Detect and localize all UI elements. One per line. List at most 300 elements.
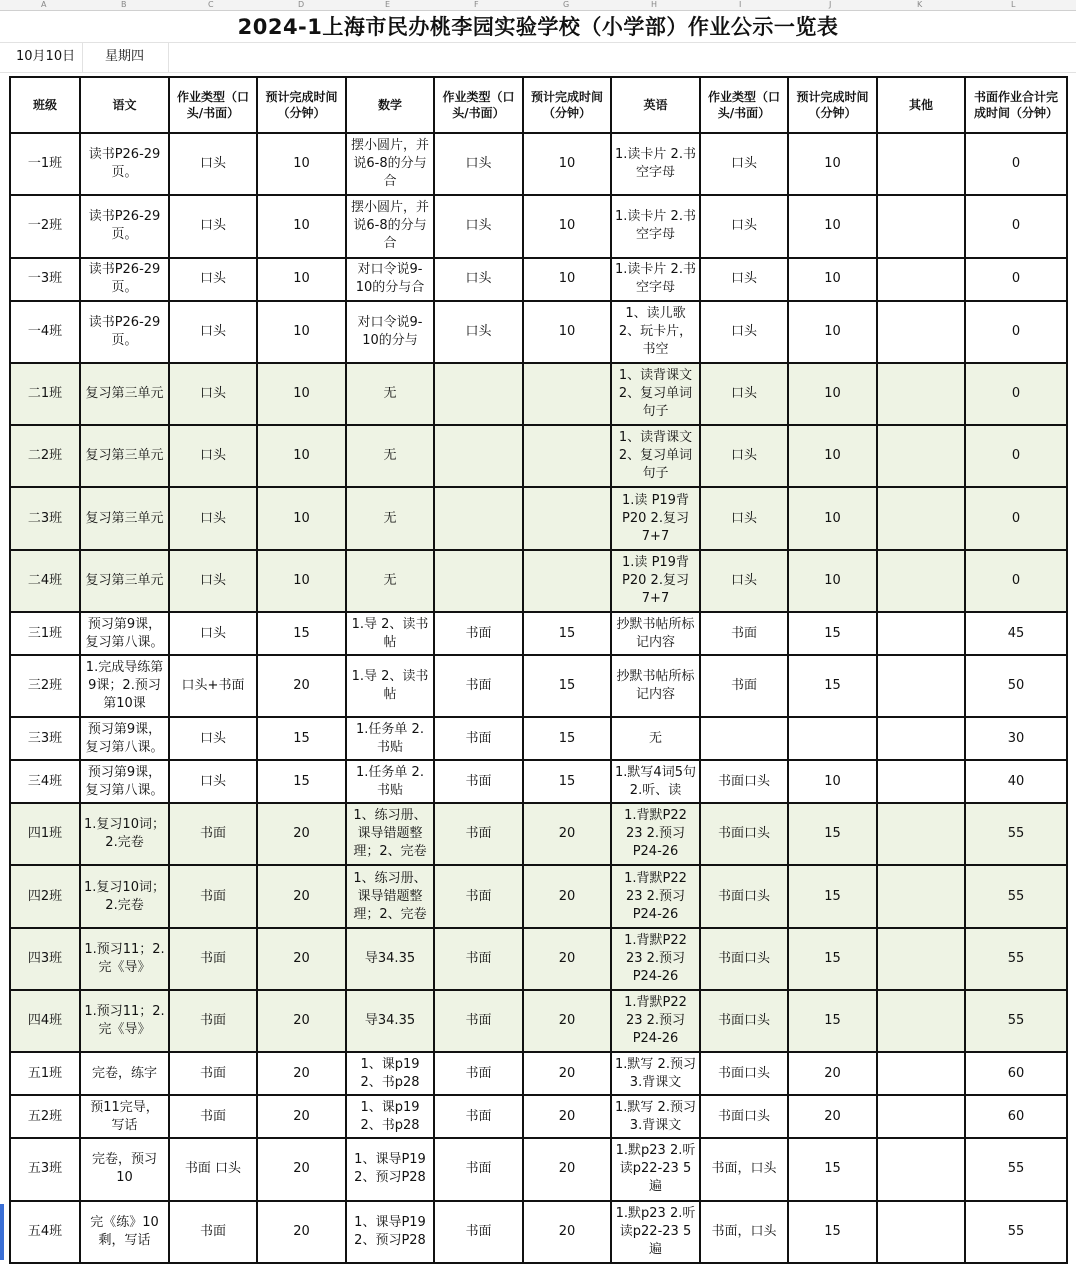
cell-text: 20 [293,1013,310,1029]
table-cell[interactable] [965,803,1067,865]
table-cell[interactable] [700,1138,788,1200]
table-cell[interactable] [434,195,523,257]
table-cell[interactable] [257,1052,346,1095]
table-cell[interactable] [434,990,523,1052]
table-cell[interactable] [346,612,434,655]
table-cell[interactable] [169,258,257,301]
table-cell[interactable] [700,928,788,990]
table-cell[interactable] [611,655,700,717]
table-cell[interactable] [700,717,788,760]
table-cell[interactable] [965,655,1067,717]
table-cell[interactable] [700,195,788,257]
table-cell[interactable] [169,1201,257,1263]
table-cell[interactable] [611,1201,700,1263]
cell-text: 55 [1007,888,1025,904]
table-cell[interactable] [788,1095,877,1138]
table-cell[interactable] [257,195,346,257]
table-cell[interactable] [523,487,611,549]
class-name-cell[interactable] [10,1095,80,1138]
column-header[interactable]: 英语 [611,77,700,133]
table-cell[interactable] [346,258,434,301]
table-cell[interactable] [965,928,1067,990]
cell-text: 书面 [465,773,492,789]
column-header[interactable]: 语文 [80,77,169,133]
table-cell[interactable] [611,133,700,195]
table-cell[interactable] [877,717,965,760]
table-cell[interactable] [434,487,523,549]
table-cell[interactable] [257,258,346,301]
table-cell[interactable] [80,612,169,655]
table-cell[interactable] [434,760,523,803]
table-cell[interactable] [700,1052,788,1095]
table-cell[interactable] [788,655,877,717]
table-cell[interactable] [80,803,169,865]
table-cell[interactable] [257,612,346,655]
table-cell[interactable] [257,1095,346,1138]
table-cell[interactable] [700,258,788,301]
cell-text: 20 [824,1108,841,1124]
table-cell[interactable] [965,612,1067,655]
table-cell[interactable] [80,865,169,927]
cell-text: 四1班 [27,826,63,842]
table-cell[interactable] [965,195,1067,257]
table-cell[interactable] [434,258,523,301]
table-cell[interactable] [965,760,1067,803]
table-cell[interactable] [700,1095,788,1138]
table-cell[interactable] [169,133,257,195]
table-cell[interactable] [80,1138,169,1200]
class-name-cell[interactable] [10,865,80,927]
table-cell[interactable] [788,425,877,487]
table-cell[interactable] [523,612,611,655]
sheet-column-letter[interactable]: A [41,0,47,9]
table-cell[interactable] [346,760,434,803]
table-cell[interactable] [611,258,700,301]
cell-text: 读书P26-29页。 [88,147,161,181]
table-cell[interactable] [80,550,169,612]
table-cell[interactable] [523,258,611,301]
table-cell[interactable] [700,760,788,803]
table-cell[interactable] [611,363,700,425]
class-name-cell[interactable] [10,133,80,195]
cell-text: 口头 [730,510,757,526]
table-cell[interactable] [611,425,700,487]
table-cell[interactable] [877,425,965,487]
table-cell[interactable] [169,1052,257,1095]
table-cell[interactable] [434,425,523,487]
table-cell[interactable] [611,865,700,927]
sheet-column-letter[interactable]: B [121,0,127,9]
table-cell[interactable] [257,865,346,927]
class-name-cell[interactable] [10,655,80,717]
table-cell[interactable] [257,1138,346,1200]
table-cell[interactable] [523,928,611,990]
column-header[interactable]: 其他 [877,77,965,133]
cell-text: 1、课导P19 2、预习P28 [354,1152,426,1186]
table-cell[interactable] [169,865,257,927]
table-cell[interactable] [788,195,877,257]
weekday-cell[interactable]: 星期四 [105,49,145,64]
sheet-column-letter[interactable]: F [474,0,479,9]
table-cell[interactable] [877,1138,965,1200]
table-cell[interactable] [877,760,965,803]
table-cell[interactable] [80,717,169,760]
table-cell[interactable] [434,1138,523,1200]
table-cell[interactable] [80,1201,169,1263]
table-cell[interactable] [169,301,257,363]
table-cell[interactable] [434,655,523,717]
table-cell[interactable] [965,865,1067,927]
table-cell[interactable] [523,425,611,487]
column-header[interactable]: 预计完成时间（分钟） [523,77,611,133]
table-cell[interactable] [169,195,257,257]
table-cell[interactable] [523,363,611,425]
table-cell[interactable] [965,550,1067,612]
table-cell[interactable] [788,363,877,425]
table-cell[interactable] [611,195,700,257]
table-cell[interactable] [788,133,877,195]
table-cell[interactable] [700,612,788,655]
table-cell[interactable] [877,195,965,257]
table-cell[interactable] [700,363,788,425]
cell-text: 15 [558,625,576,641]
sheet-column-letter[interactable]: D [298,0,305,9]
class-name-cell[interactable] [10,928,80,990]
sheet-column-letter[interactable]: E [385,0,391,9]
table-cell[interactable] [788,258,877,301]
table-cell[interactable] [877,655,965,717]
class-name-cell[interactable] [10,760,80,803]
table-cell[interactable] [611,1095,700,1138]
table-row [10,258,1067,301]
table-cell[interactable] [523,1201,611,1263]
cell-text: 口头 [199,510,226,526]
class-name-cell[interactable] [10,717,80,760]
table-cell[interactable] [346,1052,434,1095]
sheet-column-letter[interactable]: H [651,0,658,9]
table-cell[interactable] [877,1052,965,1095]
table-cell[interactable] [788,990,877,1052]
table-cell[interactable] [523,655,611,717]
table-cell[interactable] [700,133,788,195]
table-cell[interactable] [257,928,346,990]
table-cell[interactable] [877,550,965,612]
table-cell[interactable] [877,301,965,363]
table-cell[interactable] [965,258,1067,301]
cell-text: 1.默p23 2.听读p22-23 5遍 [615,1205,696,1257]
table-cell[interactable] [346,550,434,612]
class-name-cell[interactable] [10,1201,80,1263]
table-cell[interactable] [169,425,257,487]
cell-text: 复习第三单元 [85,385,164,401]
table-cell[interactable] [523,550,611,612]
column-header[interactable]: 班级 [10,77,80,133]
cell-text: 书面 [730,678,757,694]
table-cell[interactable] [877,865,965,927]
table-cell[interactable] [700,803,788,865]
table-cell[interactable] [965,1095,1067,1138]
table-cell[interactable] [700,990,788,1052]
table-cell[interactable] [257,550,346,612]
cell-text: 口头 [730,271,757,287]
table-cell[interactable] [611,990,700,1052]
column-header[interactable]: 作业类型（口头/书面） [434,77,523,133]
table-cell[interactable] [80,425,169,487]
table-cell[interactable] [788,803,877,865]
cell-text: 10 [293,218,310,234]
cell-text: 无 [383,510,397,526]
table-cell[interactable] [965,990,1067,1052]
table-cell[interactable] [611,928,700,990]
table-cell[interactable] [80,487,169,549]
table-cell[interactable] [788,865,877,927]
table-cell[interactable] [346,990,434,1052]
table-cell[interactable] [611,550,700,612]
sheet-column-letter[interactable]: G [563,0,570,9]
cell-text: 15 [824,625,841,641]
sheet-column-letter[interactable]: I [739,0,742,9]
cell-text: 三4班 [27,773,63,789]
table-cell[interactable] [965,363,1067,425]
table-cell[interactable] [257,133,346,195]
table-cell[interactable] [434,301,523,363]
table-cell[interactable] [257,990,346,1052]
table-cell[interactable] [877,928,965,990]
cell-text: 0 [1011,218,1021,234]
table-cell[interactable] [700,487,788,549]
cell-text: 1.默写4词5句 2.听、读 [615,764,696,798]
table-cell[interactable] [523,133,611,195]
table-cell[interactable] [434,865,523,927]
table-cell[interactable] [257,717,346,760]
table-cell[interactable] [80,258,169,301]
table-cell[interactable] [788,550,877,612]
cell-text: 口头 [199,448,226,464]
table-cell[interactable] [80,928,169,990]
table-cell[interactable] [700,301,788,363]
table-cell[interactable] [523,301,611,363]
class-name-cell[interactable] [10,803,80,865]
cell-text: 1、读背课文 2、复习单词句子 [618,430,693,482]
column-header[interactable]: 预计完成时间（分钟） [788,77,877,133]
table-cell[interactable] [346,195,434,257]
table-cell[interactable] [257,1201,346,1263]
table-cell[interactable] [611,612,700,655]
table-cell[interactable] [80,133,169,195]
table-cell[interactable] [877,1201,965,1263]
table-cell[interactable] [257,301,346,363]
table-cell[interactable] [523,1095,611,1138]
table-cell[interactable] [169,612,257,655]
table-cell[interactable] [434,363,523,425]
table-cell[interactable] [346,363,434,425]
table-cell[interactable] [965,717,1067,760]
table-row [10,655,1067,717]
table-cell[interactable] [434,928,523,990]
cell-text: 1.导 2、读书帖 [351,669,429,703]
table-cell[interactable] [611,1138,700,1200]
sheet-column-letter[interactable]: C [208,0,214,9]
table-cell[interactable] [346,1201,434,1263]
table-cell[interactable] [80,1052,169,1095]
table-cell[interactable] [346,301,434,363]
class-name-cell[interactable] [10,487,80,549]
table-cell[interactable] [346,655,434,717]
table-cell[interactable] [523,865,611,927]
table-cell[interactable] [523,195,611,257]
table-cell[interactable] [877,990,965,1052]
table-cell[interactable] [523,990,611,1052]
table-cell[interactable] [257,760,346,803]
table-cell[interactable] [877,133,965,195]
table-cell[interactable] [169,928,257,990]
table-cell[interactable] [169,990,257,1052]
table-cell[interactable] [788,301,877,363]
class-name-cell[interactable] [10,363,80,425]
table-cell[interactable] [169,363,257,425]
class-name-cell[interactable] [10,301,80,363]
cell-text: 一2班 [27,218,63,234]
table-cell[interactable] [346,803,434,865]
table-cell[interactable] [877,803,965,865]
table-cell[interactable] [877,487,965,549]
table-cell[interactable] [80,1095,169,1138]
table-cell[interactable] [965,1201,1067,1263]
column-header[interactable]: 作业类型（口头/书面） [169,77,257,133]
table-cell[interactable] [257,487,346,549]
table-cell[interactable] [877,258,965,301]
column-header[interactable]: 作业类型（口头/书面） [700,77,788,133]
table-cell[interactable] [169,1138,257,1200]
table-cell[interactable] [788,487,877,549]
table-cell[interactable] [169,760,257,803]
table-cell[interactable] [346,1095,434,1138]
table-cell[interactable] [611,760,700,803]
table-cell[interactable] [611,717,700,760]
table-cell[interactable] [169,717,257,760]
table-cell[interactable] [877,363,965,425]
table-cell[interactable] [965,133,1067,195]
date-cell[interactable]: 10月10日 [16,49,76,64]
table-cell[interactable] [788,928,877,990]
sheet-column-letter[interactable]: K [917,0,923,9]
table-row [10,1201,1067,1263]
table-cell[interactable] [434,1201,523,1263]
table-cell[interactable] [611,803,700,865]
table-cell[interactable] [700,425,788,487]
table-cell[interactable] [611,301,700,363]
table-cell[interactable] [965,487,1067,549]
table-cell[interactable] [523,717,611,760]
class-name-cell[interactable] [10,195,80,257]
cell-text: 10 [293,572,310,588]
table-cell[interactable] [788,717,877,760]
table-cell[interactable] [700,655,788,717]
sheet-column-letter[interactable]: J [829,0,832,9]
table-cell[interactable] [788,1138,877,1200]
table-cell[interactable] [169,803,257,865]
table-cell[interactable] [965,425,1067,487]
table-cell[interactable] [700,865,788,927]
table-cell[interactable] [434,133,523,195]
table-cell[interactable] [257,803,346,865]
table-row [10,760,1067,803]
table-cell[interactable] [788,612,877,655]
table-cell[interactable] [346,1138,434,1200]
table-cell[interactable] [169,550,257,612]
table-cell[interactable] [80,195,169,257]
table-cell[interactable] [169,487,257,549]
table-cell[interactable] [434,803,523,865]
table-cell[interactable] [523,803,611,865]
table-cell[interactable] [346,717,434,760]
table-cell[interactable] [877,612,965,655]
table-cell[interactable] [346,487,434,549]
table-cell[interactable] [346,425,434,487]
cell-text: 书面 [199,950,226,966]
column-header[interactable]: 数学 [346,77,434,133]
table-cell[interactable] [80,990,169,1052]
cell-text: 口头 [730,385,757,401]
table-cell[interactable] [434,1095,523,1138]
table-cell[interactable] [965,1138,1067,1200]
table-cell[interactable] [434,612,523,655]
cell-text: 20 [558,1013,576,1029]
table-cell[interactable] [434,717,523,760]
table-cell[interactable] [523,1138,611,1200]
table-cell[interactable] [700,550,788,612]
table-cell[interactable] [346,133,434,195]
table-row [10,1095,1067,1138]
table-cell[interactable] [80,301,169,363]
class-name-cell[interactable] [10,258,80,301]
table-cell[interactable] [788,760,877,803]
table-cell[interactable] [434,550,523,612]
table-cell[interactable] [346,928,434,990]
table-cell[interactable] [169,1095,257,1138]
table-cell[interactable] [965,301,1067,363]
table-cell[interactable] [611,1052,700,1095]
column-header[interactable]: 书面作业合计完成时间（分钟） [965,77,1067,133]
table-cell[interactable] [788,1201,877,1263]
table-cell[interactable] [346,865,434,927]
table-cell[interactable] [169,655,257,717]
class-name-cell[interactable] [10,990,80,1052]
table-cell[interactable] [700,1201,788,1263]
cell-text: 15 [824,1161,841,1177]
class-name-cell[interactable] [10,550,80,612]
table-cell[interactable] [80,655,169,717]
class-name-cell[interactable] [10,1138,80,1200]
column-header[interactable]: 预计完成时间（分钟） [257,77,346,133]
table-cell[interactable] [434,1052,523,1095]
table-cell[interactable] [80,363,169,425]
table-cell[interactable] [257,363,346,425]
table-cell[interactable] [257,655,346,717]
sheet-column-letter[interactable]: L [1011,0,1016,9]
class-name-cell[interactable] [10,1052,80,1095]
table-cell[interactable] [788,1052,877,1095]
class-name-cell[interactable] [10,612,80,655]
table-cell[interactable] [257,425,346,487]
table-cell[interactable] [965,1052,1067,1095]
table-cell[interactable] [523,1052,611,1095]
table-cell[interactable] [877,1095,965,1138]
class-name-cell[interactable] [10,425,80,487]
table-cell[interactable] [523,760,611,803]
table-cell[interactable] [80,760,169,803]
table-cell[interactable] [611,487,700,549]
